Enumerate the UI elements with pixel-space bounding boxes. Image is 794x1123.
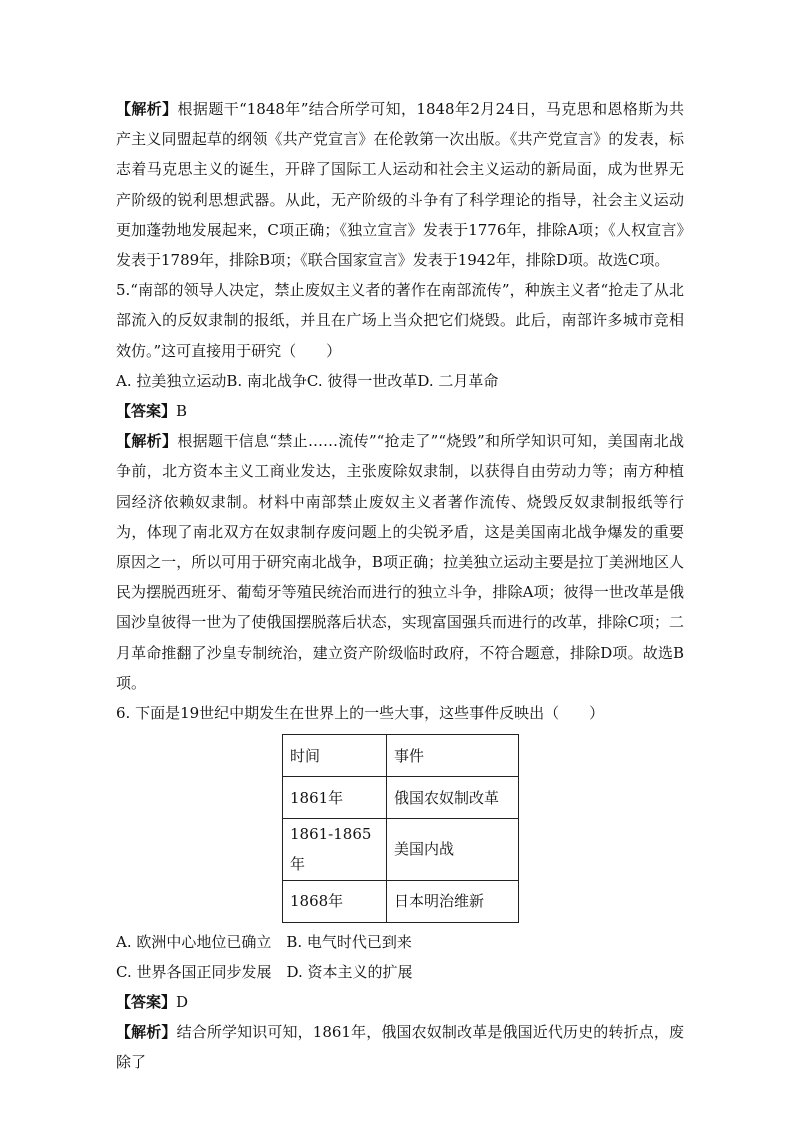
table-header-cell: 时间 [283, 735, 387, 777]
answer-value: D [176, 993, 189, 1012]
analysis-text: 根据题干“1848年”结合所学可知，1848年2月24日，马克思和恩格斯为共产主义同盟起草的纲领《共产党宣言》在伦敦第一次出版。《共产党宣言》的发表，标志着马克思主义的诞生，开辟了国际工人运动和社会主义运动的新局面，成为世界无产阶级的锐利思想武器。从此，无产阶级的斗争有了科学理论的指导，社会主义运动更加蓬勃地发展起来，C项正确；《独立宣言》发表于1776年，排除A项；《人权宣言》发表于1789年，排除B项；《联合国家宣言》发表于1942年，排除D项。故选C项。 [116, 100, 684, 270]
table-cell: 美国内战 [387, 819, 519, 880]
q4-analysis [116, 94, 684, 275]
events-table [282, 734, 519, 922]
analysis-tag: 【解析】 [116, 100, 178, 118]
q6-options-line-2: C. 世界各国正同步发展 D. 资本主义的扩展 [116, 962, 413, 981]
answer-tag: 【答案】 [116, 402, 177, 421]
q6-options-line-1: A. 欧洲中心地位已确立 B. 电气时代已到来 [116, 932, 412, 951]
table-row [283, 777, 519, 819]
answer-tag: 【答案】 [116, 993, 177, 1012]
table-row [283, 819, 519, 880]
analysis-tag: 【解析】 [116, 1023, 177, 1042]
analysis-text: 根据题干信息“禁止……流传”“抢走了”“烧毁”和所学知识可知，美国南北战争前，北方资本主义工商业发达，主张废除奴隶制，以获得自由劳动力等；南方种植园经济依赖奴隶制。材料中南部禁止废奴主义者著作流传、烧毁反奴隶制报纸等行为，体现了南北双方在奴隶制存废问题上的尖锐矛盾，这是美国南北战争爆发的重要原因之一，所以可用于研究南北战争，B项正确；拉美独立运动主要是拉丁美洲地区人民为摆脱西班牙、葡萄牙等殖民统治而进行的独立斗争，排除A项；彼得一世改革是俄国沙皇彼得一世为了使俄国摆脱落后状态，实现富国强兵而进行的改革，排除C项；二月革命推翻了沙皇专制统治，建立资产阶级临时政府，不符合题意，排除D项。故选B项。 [116, 432, 684, 692]
q6-answer [116, 987, 684, 1017]
q6-table-wrapper [116, 734, 684, 922]
q6-analysis [116, 1017, 684, 1077]
table-cell: 俄国农奴制改革 [387, 777, 519, 819]
table-row [283, 880, 519, 922]
q5-stem: 5.“南部的领导人决定，禁止废奴主义者的著作在南部流传”，种族主义者“抢走了从北部流入的反奴隶制的报纸，并且在广场上当众把它们烧毁。此后，南部许多城市竞相效仿。”这可直接用于研究（ ） [116, 281, 684, 360]
table-cell: 1861-1865年 [283, 819, 387, 880]
table-header-row [283, 735, 519, 777]
q5-analysis [116, 426, 684, 698]
analysis-text: 结合所学知识可知，1861年，俄国农奴制改革是俄国近代历史的转折点，废除了 [116, 1023, 684, 1072]
table-cell: 1868年 [283, 880, 387, 922]
table-header-cell: 事件 [387, 735, 519, 777]
document-page [116, 94, 684, 1078]
answer-value: B [176, 402, 188, 421]
table-cell: 日本明治维新 [387, 880, 519, 922]
table-cell: 1861年 [283, 777, 387, 819]
q5-options: A. 拉美独立运动B. 南北战争C. 彼得一世改革D. 二月革命 [116, 371, 499, 390]
q5-answer [116, 396, 684, 426]
q6-stem: 6. 下面是19世纪中期发生在世界上的一些大事，这些事件反映出（ ） [116, 704, 605, 723]
analysis-tag: 【解析】 [116, 432, 178, 451]
